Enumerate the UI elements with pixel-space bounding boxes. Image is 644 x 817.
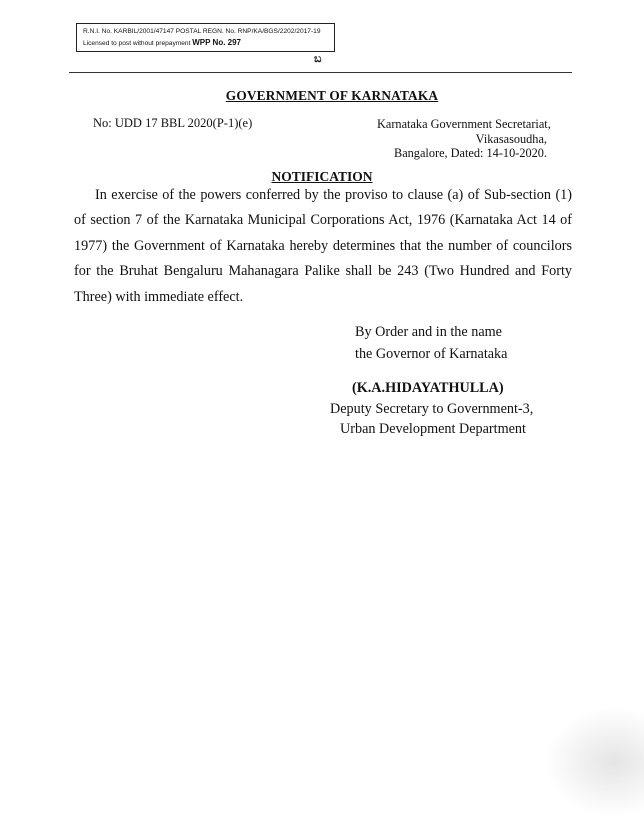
notification-body — [74, 183, 572, 310]
government-title: GOVERNMENT OF KARNATAKA — [225, 88, 439, 103]
signatory-block — [330, 378, 550, 440]
order-block — [355, 321, 525, 365]
order-line-1: By Order and in the name — [355, 324, 502, 340]
address-line-2: Vikasasoudha, — [475, 131, 547, 146]
signatory-name: (K.A.HIDAYATHULLA) — [352, 380, 504, 396]
header-divider — [69, 72, 572, 73]
notification-paragraph: In exercise of the powers conferred by the proviso to clause (a) of Sub-section (1) of section 7 of the Karnataka Municipal Corporations Act, 1976 (Karnataka Act 14 of 1977) the Government of Karnataka hereby determines that the number of councilors for the Bruhat Bengaluru Mahanagara Palike shall be 243 (Two Hundred and Forty Three) with immediate effect. — [74, 187, 572, 305]
page-mark: ಬ — [314, 53, 322, 65]
registration-wpp-number: WPP No. 297 — [192, 38, 242, 47]
page-curl-shadow — [544, 707, 644, 817]
signatory-department: Urban Development Department — [340, 421, 526, 437]
issuing-address — [377, 117, 551, 161]
address-line-3: Bangalore, Dated: 14-10-2020. — [394, 146, 547, 161]
order-line-2: the Governor of Karnataka — [355, 346, 508, 362]
registration-box — [76, 23, 335, 52]
address-line-1: Karnataka Government Secretariat, — [377, 117, 551, 131]
registration-line-1: R.N.I. No. KARBIL/2001/47147 POSTAL REGN. No. RNP/KA/BGS/2202/2017-19 — [83, 28, 321, 35]
registration-license-text: Licensed to post without prepayment — [83, 40, 191, 47]
notification-heading: NOTIFICATION — [271, 169, 373, 184]
reference-number: No: UDD 17 BBL 2020(P-1)(e) — [93, 116, 253, 130]
signatory-designation: Deputy Secretary to Government-3, — [330, 400, 534, 417]
registration-line-2 — [83, 37, 334, 49]
